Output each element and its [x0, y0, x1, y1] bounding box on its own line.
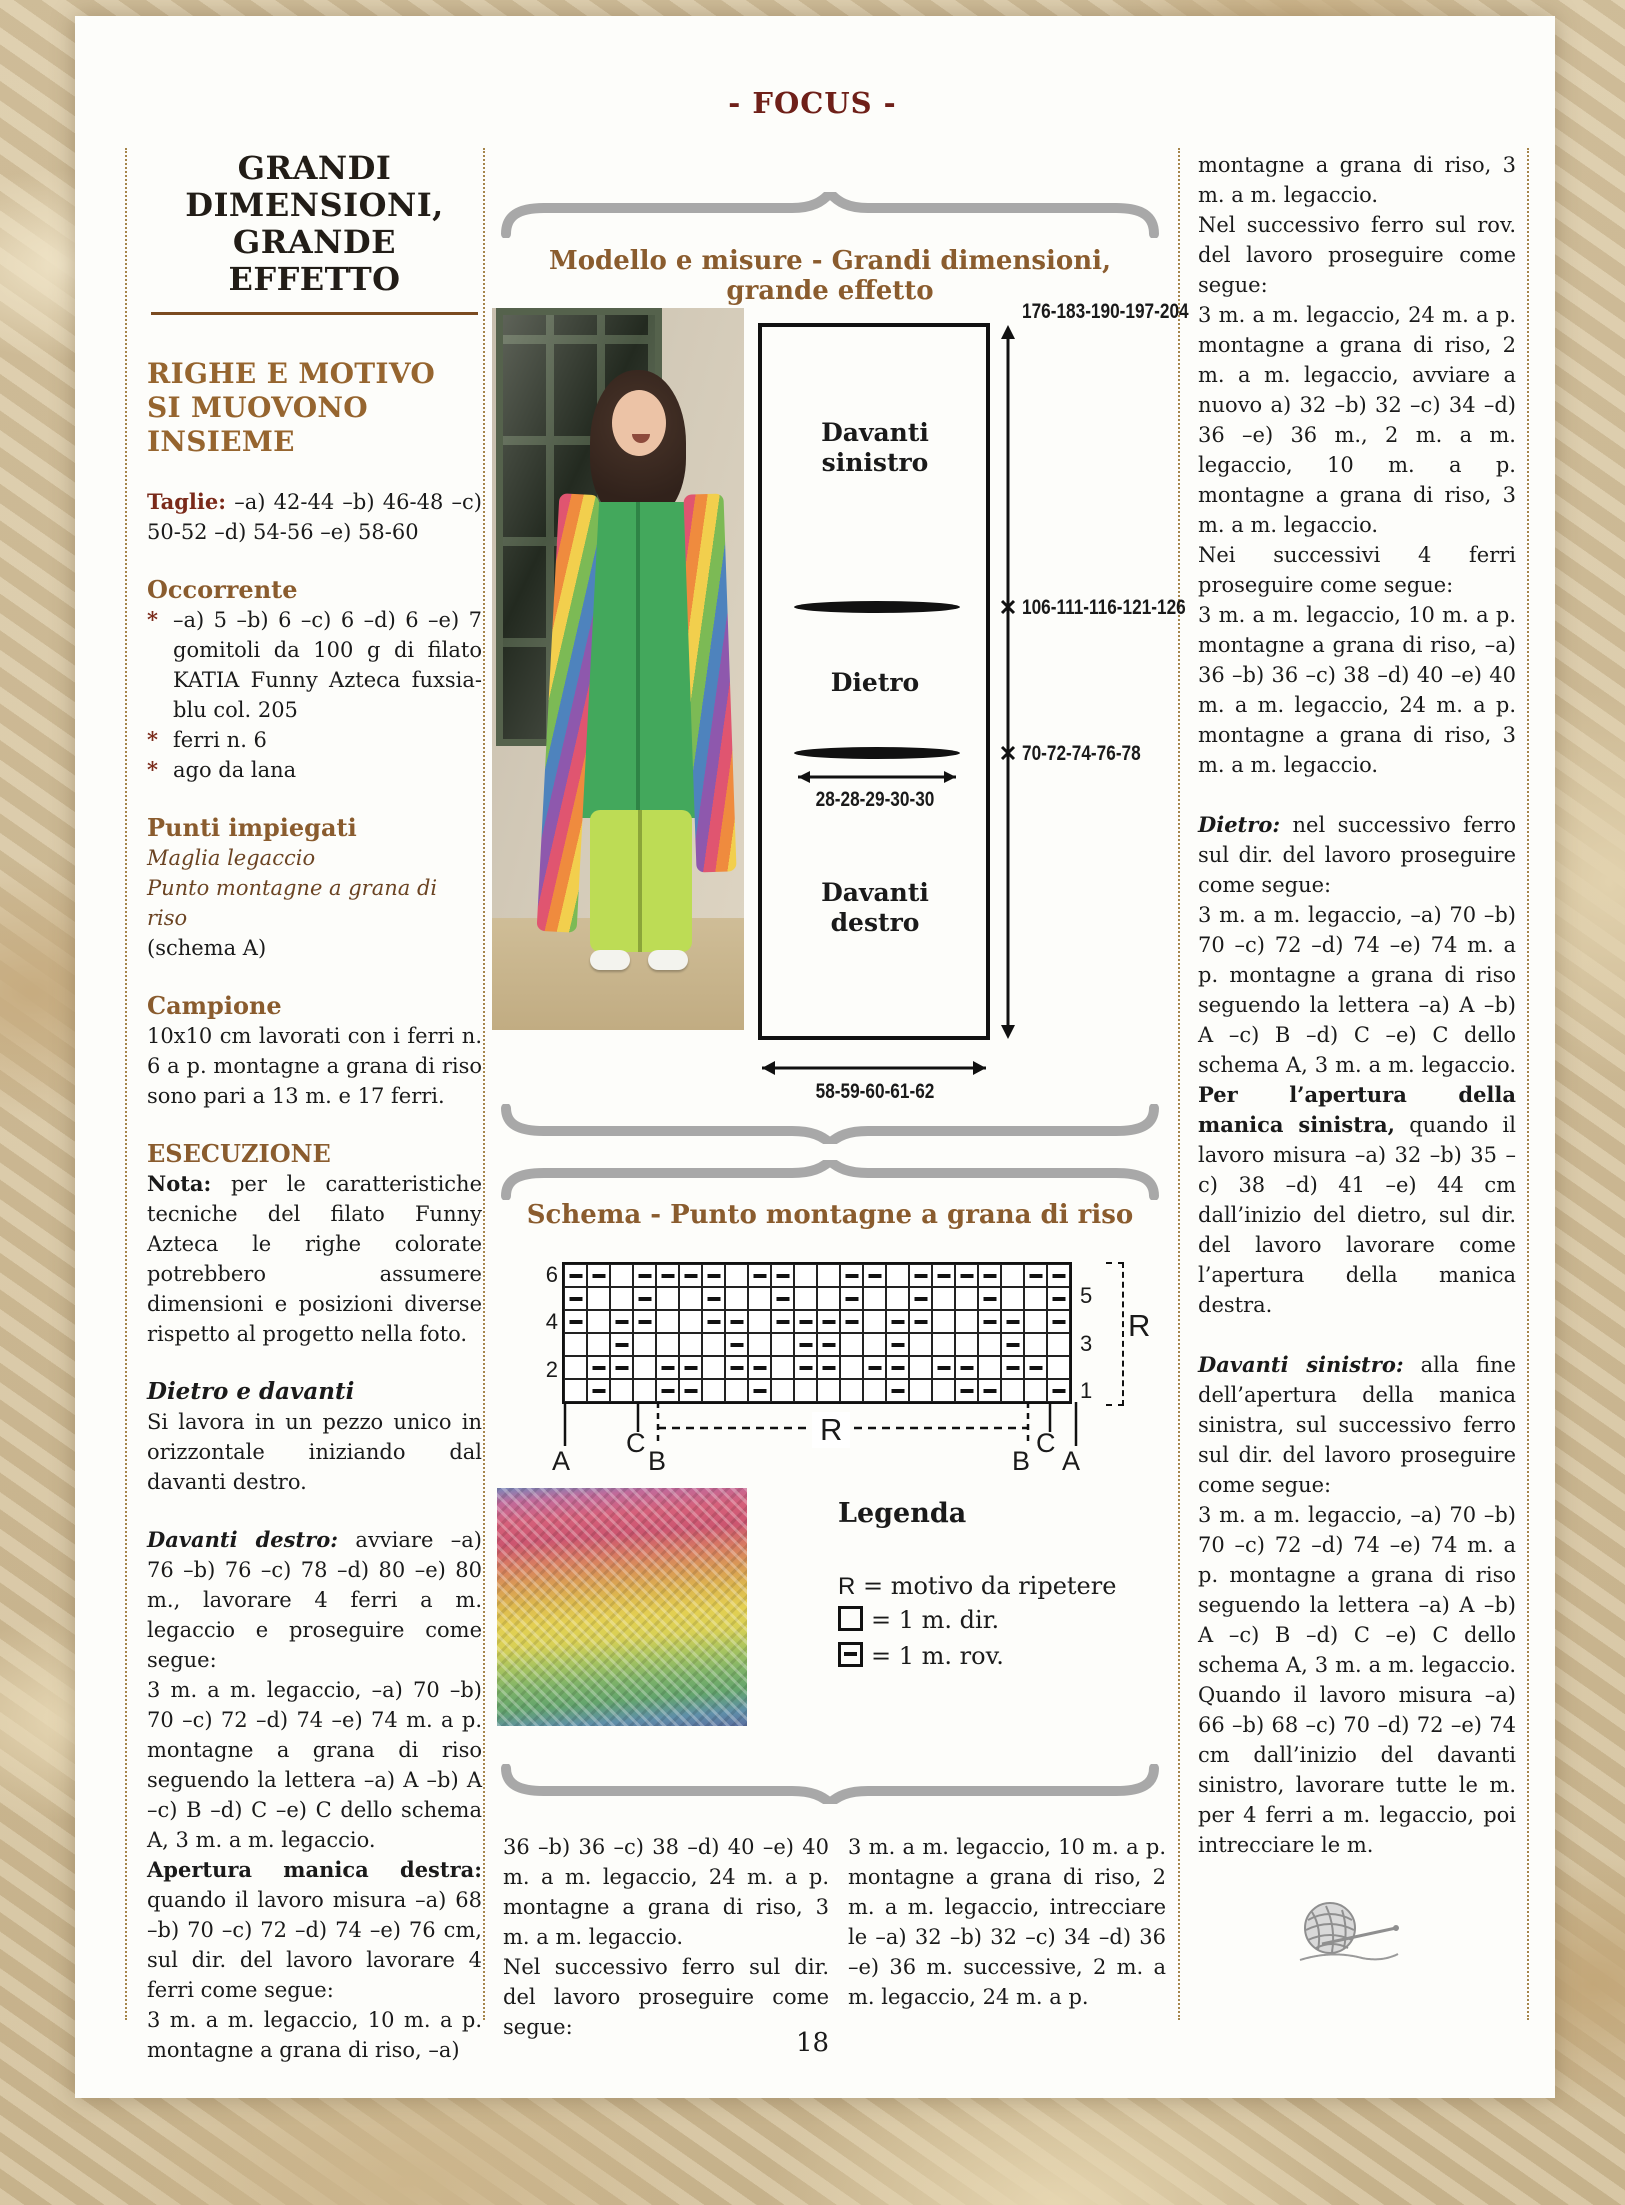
left-column: [147, 150, 482, 2065]
knit-chart-grid: [562, 1262, 1072, 1404]
chart-cell: [1024, 1287, 1047, 1310]
chart-cell: [840, 1356, 863, 1379]
instruction-text: Nel successivo ferro sul rov. del lavoro proseguire come segue:: [1198, 213, 1516, 297]
chart-cell: [656, 1379, 679, 1402]
article-subtitle: [147, 357, 482, 459]
note-label: Nota:: [147, 1171, 212, 1196]
gauge-text: 10x10 cm lavorati con i ferri n. 6 a p. montagne a grana di riso sono pari a 13 m. e 17 ferri.: [147, 1024, 482, 1108]
section-brace-close-icon: [500, 1104, 1160, 1144]
chart-cell: [794, 1333, 817, 1356]
legend-purl-row: [838, 1642, 1004, 1670]
chart-cell: [886, 1310, 909, 1333]
left-armhole-label: Per l’apertura della manica sinistra,: [1198, 1082, 1516, 1137]
chart-cell: [725, 1264, 748, 1287]
chart-cell: [633, 1287, 656, 1310]
left-front-label: Davanti sinistro:: [1198, 1352, 1404, 1377]
chart-cell: [564, 1310, 587, 1333]
chart-cell: [794, 1310, 817, 1333]
chart-cell: [1047, 1356, 1070, 1379]
chart-left-labels: 6 4 2: [545, 1262, 558, 1382]
chart-cell: [794, 1379, 817, 1402]
back-paragraph: [1198, 810, 1516, 900]
bullet-asterisk: *: [147, 607, 158, 632]
legend-repeat-row: [838, 1572, 1116, 1601]
photo-shoe: [590, 950, 630, 970]
chart-cell: [564, 1379, 587, 1402]
chart-marker-a-right: A: [1062, 1446, 1081, 1476]
chart-cell: [771, 1356, 794, 1379]
legend-knit-row: [838, 1606, 999, 1634]
photo-model-face: [612, 390, 666, 456]
chart-cell: [794, 1287, 817, 1310]
bottom-right-column: [848, 1832, 1166, 2012]
chart-cell: [771, 1379, 794, 1402]
chart-cell: [610, 1264, 633, 1287]
chart-cell: [1024, 1310, 1047, 1333]
chart-cell: [840, 1287, 863, 1310]
section-brace-open-icon: [500, 192, 1160, 238]
column-divider-mid-right: [1178, 148, 1180, 2020]
measure-total-height: 176-183-190-197-204: [1022, 300, 1189, 323]
sizes-paragraph: [147, 487, 482, 547]
chart-cell: [702, 1264, 725, 1287]
chart-cell: [725, 1379, 748, 1402]
chart-cell: [794, 1356, 817, 1379]
material-item: [147, 605, 482, 725]
chart-cell: [863, 1287, 886, 1310]
instruction-text: 36 –b) 36 –c) 38 –d) 40 –e) 40 m. a m. legaccio, 24 m. a p. montagne a grana di riso, 3 m. a m. legaccio.: [503, 1835, 829, 1949]
right-front-label: Davanti destro:: [147, 1527, 339, 1552]
chart-cell: [564, 1287, 587, 1310]
instruction-text: 3 m. a m. legaccio, 10 m. a p. montagne a grana di riso, 2 m. a m. legaccio, intrecciare le –a) 32 –b) 32 –c) 34 –d) 36 –e) 36 m. successive, 2 m. a m. legaccio, 24 m. a p.: [848, 1835, 1166, 2009]
page-header: - FOCUS -: [728, 86, 897, 120]
schematic-left-front-label: Davanti sinistro: [821, 418, 929, 477]
chart-cell: [1024, 1264, 1047, 1287]
chart-cell: [679, 1310, 702, 1333]
chart-cell: [863, 1356, 886, 1379]
chart-cell: [748, 1287, 771, 1310]
chart-cell: [863, 1264, 886, 1287]
instruction-text: 3 m. a m. legaccio, 10 m. a p. montagne a grana di riso, –a) 36 –b) 36 –c) 38 –d) 40 –e) 40 m. a m. legaccio, 24 m. a p. montagne a grana di riso, 3 m. a m. legaccio.: [1198, 603, 1516, 777]
article-title: [147, 150, 482, 298]
armhole-label: Apertura manica destra:: [147, 1857, 482, 1882]
back-text: nel successivo ferro sul dir. del lavoro proseguire come segue:: [1198, 813, 1516, 897]
chart-cell: [1047, 1264, 1070, 1287]
chart-cell: [702, 1356, 725, 1379]
chart-cell: [978, 1264, 1001, 1287]
chart-cell: [771, 1264, 794, 1287]
chart-cell: [610, 1379, 633, 1402]
chart-cell: [840, 1310, 863, 1333]
legend-purl-text: = 1 m. rov.: [871, 1642, 1004, 1670]
chart-cell: [748, 1264, 771, 1287]
title-line: GRANDE EFFETTO: [228, 223, 401, 298]
chart-cell: [1001, 1264, 1024, 1287]
chart-cell: [587, 1379, 610, 1402]
chart-cell: [587, 1287, 610, 1310]
chart-cell: [794, 1264, 817, 1287]
material-text: –a) 5 –b) 6 –c) 6 –d) 6 –e) 7 gomitoli da 100 g di filato KATIA Funny Azteca fuxsia-blu col. 205: [173, 608, 482, 722]
chart-cell: [840, 1379, 863, 1402]
back-front-text: Si lavora in un pezzo unico in orizzontale iniziando dal davanti destro.: [147, 1410, 482, 1494]
gauge-heading: Campione: [147, 991, 282, 1020]
chart-cell: [978, 1287, 1001, 1310]
chart-marker-b-left: B: [648, 1446, 667, 1476]
stitches-heading: Punti impiegati: [147, 813, 357, 842]
right-front-text: avviare –a) 76 –b) 76 –c) 78 –d) 80 –e) 80 m., lavorare 4 ferri a m. legaccio e proseguire come segue:: [147, 1528, 482, 1672]
chart-cell: [863, 1310, 886, 1333]
right-front-text: 3 m. a m. legaccio, –a) 70 –b) 70 –c) 72 –d) 74 –e) 74 m. a p. montagne a grana di riso seguendo la lettera –a) A –b) A –c) B –d) C –e) C dello schema A, 3 m. a m. legaccio.: [147, 1678, 482, 1852]
schema-brace-close-icon: [500, 1764, 1160, 1804]
stitch-note: (schema A): [147, 936, 267, 960]
chart-cell: [748, 1333, 771, 1356]
material-item: [147, 755, 482, 785]
chart-vertical-repeat-label: R: [1128, 1308, 1151, 1343]
chart-cell: [656, 1264, 679, 1287]
chart-cell: [978, 1356, 1001, 1379]
column-divider-mid-left: [483, 148, 485, 2020]
chart-cell: [633, 1379, 656, 1402]
chart-cell: [886, 1333, 909, 1356]
chart-cell: [886, 1287, 909, 1310]
chart-cell: [679, 1333, 702, 1356]
chart-cell: [909, 1333, 932, 1356]
material-text: ferri n. 6: [173, 728, 267, 752]
chart-cell: [886, 1379, 909, 1402]
chart-cell: [1001, 1333, 1024, 1356]
title-line: GRANDI: [237, 149, 392, 187]
chart-cell: [1047, 1333, 1070, 1356]
chart-cell: [725, 1310, 748, 1333]
right-front-paragraph: [147, 1525, 482, 1675]
chart-cell: [679, 1379, 702, 1402]
chart-cell: [587, 1356, 610, 1379]
chart-cell: [1047, 1379, 1070, 1402]
photo-green-pants: [590, 810, 692, 952]
chart-cell: [564, 1264, 587, 1287]
chart-cell: [633, 1310, 656, 1333]
back-front-heading: Dietro e davanti: [147, 1378, 355, 1405]
legend-repeat-symbol: R: [838, 1573, 856, 1600]
chart-cell: [1047, 1310, 1070, 1333]
model-measures-heading: Modello e misure - Grandi dimensioni, grande effetto: [548, 246, 1112, 306]
chart-cell: [1001, 1287, 1024, 1310]
chart-cell: [702, 1333, 725, 1356]
chart-cell: [886, 1356, 909, 1379]
chart-cell: [633, 1264, 656, 1287]
chart-cell: [1047, 1287, 1070, 1310]
chart-cell: [909, 1356, 932, 1379]
chart-cell: [725, 1287, 748, 1310]
chart-cell: [748, 1356, 771, 1379]
chart-cell: [817, 1379, 840, 1402]
chart-cell: [771, 1333, 794, 1356]
chart-cell: [1024, 1379, 1047, 1402]
chart-cell: [817, 1287, 840, 1310]
measure-low-height: 70-72-74-76-78: [1022, 742, 1141, 765]
legend-knit-text: = 1 m. dir.: [871, 1606, 1000, 1634]
legend-heading: Legenda: [838, 1498, 967, 1529]
chart-cell: [1024, 1333, 1047, 1356]
chart-cell: [587, 1264, 610, 1287]
measure-mid-height: 106-111-116-121-126: [1022, 596, 1186, 619]
model-photo: [492, 308, 744, 1030]
chart-cell: [932, 1310, 955, 1333]
left-armhole-text: quando il lavoro misura –a) 32 –b) 35 –c) 38 –d) 41 –e) 44 cm dall’inizio del dietro, sul dir. del lavoro lavorare come l’apertura della manica destra.: [1198, 1113, 1516, 1317]
back-paragraph: [1198, 900, 1516, 1320]
chart-cell: [656, 1310, 679, 1333]
armhole-paragraph: [147, 1855, 482, 2005]
stitch-name: Maglia legaccio: [147, 846, 316, 870]
chart-cell: [587, 1310, 610, 1333]
instruction-text: montagne a grana di riso, 3 m. a m. legaccio.: [1198, 153, 1516, 207]
chart-vertical-repeat-bracket: [1106, 1262, 1124, 1406]
chart-cell: [1024, 1356, 1047, 1379]
chart-cell: [932, 1333, 955, 1356]
chart-cell: [1001, 1356, 1024, 1379]
bottom-left-column: [503, 1832, 829, 2042]
chart-cell: [725, 1333, 748, 1356]
chart-cell: [932, 1264, 955, 1287]
chart-cell: [679, 1287, 702, 1310]
note-paragraph: [147, 1169, 482, 1349]
back-text: 3 m. a m. legaccio, –a) 70 –b) 70 –c) 72 –d) 74 –e) 74 m. a p. montagne a grana di riso seguendo la lettera –a) A –b) A –c) B –d) C –e) C dello schema A, 3 m. a m. legaccio.: [1198, 903, 1516, 1077]
chart-cell: [748, 1379, 771, 1402]
chart-cell: [840, 1264, 863, 1287]
chart-cell: [610, 1310, 633, 1333]
note-text: per le caratteristiche tecniche del filato Funny Azteca le righe colorate potrebbero assumere dimensioni e posizioni diverse rispetto al progetto nella foto.: [147, 1172, 482, 1346]
schematic-right-front-label: Davanti destro: [821, 878, 929, 937]
back-label: Dietro:: [1198, 812, 1281, 837]
chart-cell: [1001, 1310, 1024, 1333]
chart-cell: [840, 1333, 863, 1356]
instruction-text: Nei successivi 4 ferri proseguire come segue:: [1198, 543, 1516, 597]
chart-cell: [610, 1356, 633, 1379]
chart-cell: [679, 1264, 702, 1287]
chart-cell: [817, 1333, 840, 1356]
chart-cell: [610, 1333, 633, 1356]
chart-cell: [633, 1356, 656, 1379]
knit-swatch-photo: [497, 1488, 747, 1726]
instruction-text: 3 m. a m. legaccio, 24 m. a p. montagne a grana di riso, 2 m. a m. legaccio, avviare a nuovo a) 32 –b) 32 –c) 34 –d) 36 –e) 36 m., 2 m. a m. legaccio, 10 m. a p. montagne a grana di riso, 3 m. a m. legaccio.: [1198, 303, 1516, 537]
chart-cell: [748, 1310, 771, 1333]
instruction-text: Nel successivo ferro sul dir. del lavoro proseguire come segue:: [503, 1955, 829, 2039]
chart-marker-c-left: C: [626, 1428, 646, 1458]
chart-cell: [702, 1287, 725, 1310]
chart-cell: [886, 1264, 909, 1287]
chart-horizontal-repeat-label: R: [812, 1412, 850, 1448]
chart-cell: [863, 1379, 886, 1402]
chart-cell: [932, 1356, 955, 1379]
legend-repeat-text: = motivo da ripetere: [862, 1572, 1117, 1600]
left-front-text: alla fine dell’apertura della manica sinistra, sul successivo ferro sul dir. del lavoro proseguire come segue:: [1198, 1353, 1516, 1497]
chart-cell: [817, 1264, 840, 1287]
chart-cell: [955, 1310, 978, 1333]
chart-cell: [955, 1287, 978, 1310]
bullet-asterisk: *: [147, 757, 158, 782]
chart-cell: [909, 1264, 932, 1287]
subtitle-line: SI MUOVONO INSIEME: [147, 391, 368, 458]
chart-cell: [564, 1333, 587, 1356]
right-column: [1198, 150, 1516, 1860]
left-front-text: 3 m. a m. legaccio, –a) 70 –b) 70 –c) 72 –d) 74 –e) 74 m. a p. montagne a grana di riso seguendo la lettera –a) A –b) A –c) B –d) C –e) C dello schema A, 3 m. a m. legaccio. Quando il lavoro misura –a) 66 –b) 68 –c) 70 –d) 72 –e) 74 cm dall’inizio del davanti sinistro, lavorare tutte le m. per 4 ferri a m. legaccio, poi intrecciare le m.: [1198, 1503, 1516, 1857]
chart-cell: [610, 1287, 633, 1310]
measure-bottom-width: 58-59-60-61-62: [815, 1080, 935, 1103]
sizes-label: Taglie:: [147, 489, 226, 514]
chart-marker-b-right: B: [1012, 1446, 1031, 1476]
chart-cell: [702, 1310, 725, 1333]
page-number: 18: [795, 2028, 830, 2058]
schema-brace-open-icon: [500, 1160, 1160, 1200]
chart-cell: [1001, 1379, 1024, 1402]
chart-cell: [817, 1310, 840, 1333]
chart-cell: [702, 1379, 725, 1402]
column-divider-left: [125, 148, 127, 2020]
chart-cell: [955, 1333, 978, 1356]
chart-cell: [932, 1287, 955, 1310]
chart-cell: [978, 1310, 1001, 1333]
sizes-value: –a) 42-44 –b) 46-48 –c) 50-52 –d) 54-56 –e) 58-60: [147, 490, 482, 544]
left-front-paragraph: [1198, 1350, 1516, 1500]
chart-cell: [909, 1379, 932, 1402]
chart-cell: [656, 1287, 679, 1310]
chart-cell: [932, 1379, 955, 1402]
chart-cell: [587, 1333, 610, 1356]
title-line: DIMENSIONI,: [185, 186, 444, 224]
subtitle-line: RIGHE E MOTIVO: [147, 357, 436, 390]
chart-cell: [909, 1310, 932, 1333]
chart-marker-a-left: A: [552, 1446, 571, 1476]
bullet-asterisk: *: [147, 727, 158, 752]
stitch-name: Punto montagne a grana di riso: [147, 876, 438, 930]
schema-heading: Schema - Punto montagne a grana di riso: [526, 1200, 1134, 1230]
chart-cell: [955, 1264, 978, 1287]
chart-cell: [771, 1310, 794, 1333]
chart-cell: [978, 1333, 1001, 1356]
photo-shoe: [648, 950, 688, 970]
right-front-text: 3 m. a m. legaccio, 10 m. a p. montagne a grana di riso, –a): [147, 2008, 482, 2062]
chart-cell: [633, 1333, 656, 1356]
column-divider-right: [1527, 148, 1529, 2020]
chart-cell: [679, 1356, 702, 1379]
chart-right-labels: 5 3 1: [1080, 1283, 1093, 1403]
schematic-back-label: Dietro: [830, 668, 920, 697]
measure-slit-width: 28-28-29-30-30: [815, 788, 935, 811]
chart-cell: [725, 1356, 748, 1379]
material-item: [147, 725, 482, 755]
chart-cell: [656, 1356, 679, 1379]
material-text: ago da lana: [173, 758, 297, 782]
chart-cell: [978, 1379, 1001, 1402]
armhole-text: quando il lavoro misura –a) 68 –b) 70 –c) 72 –d) 74 –e) 76 cm, sul dir. del lavoro lavorare 4 ferri come segue:: [147, 1888, 482, 2002]
chart-cell: [955, 1379, 978, 1402]
purl-stitch-symbol-icon: [838, 1642, 863, 1667]
chart-cell: [656, 1333, 679, 1356]
chart-cell: [955, 1356, 978, 1379]
chart-cell: [771, 1287, 794, 1310]
yarn-ball-icon: [1292, 1898, 1402, 1970]
materials-heading: Occorrente: [147, 575, 298, 604]
execution-heading: ESECUZIONE: [147, 1139, 331, 1168]
chart-cell: [817, 1356, 840, 1379]
chart-cell: [909, 1287, 932, 1310]
chart-marker-c-right: C: [1036, 1428, 1056, 1458]
knit-stitch-symbol-icon: [838, 1606, 863, 1631]
chart-cell: [564, 1356, 587, 1379]
chart-cell: [863, 1333, 886, 1356]
